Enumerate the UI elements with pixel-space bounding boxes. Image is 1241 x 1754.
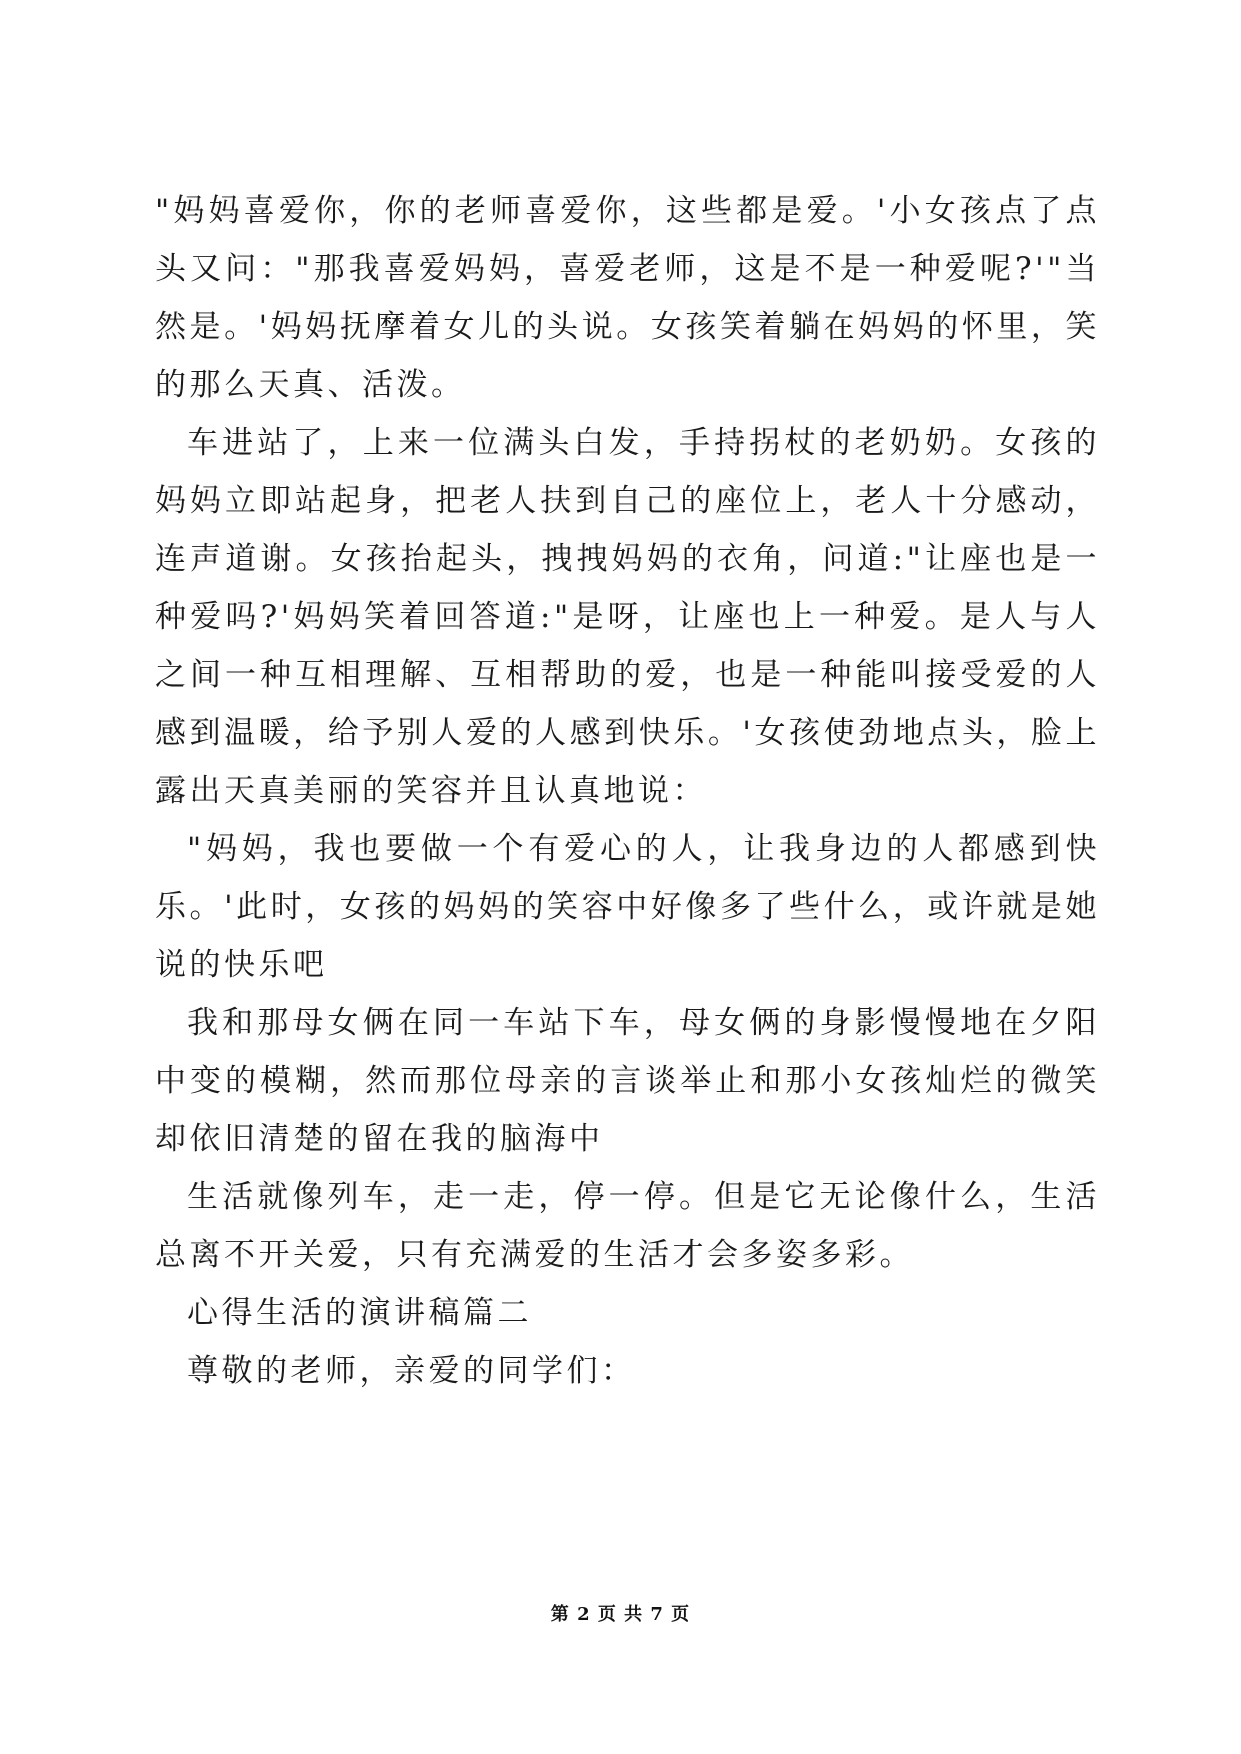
page-number-footer: 第 2 页 共 7 页 <box>550 1604 691 1625</box>
paragraph-bus-stop: 车进站了，上来一位满头白发，手持拐杖的老奶奶。女孩的妈妈立即站起身，把老人扶到自己的座位上，老人十分感动，连声道谢。女孩抬起头，拽拽妈妈的衣角，问道:"让座也是一种爱吗?'妈妈笑着回答道:"是呀，让座也上一种爱。是人与人之间一种互相理解、互相帮助的爱，也是一种能叫接受爱的人感到温暖，给予别人爱的人感到快乐。'女孩使劲地点头，脸上露出天真美丽的笑容并且认真地说： <box>155 425 1100 809</box>
paragraph-dialogue-love: "妈妈喜爱你，你的老师喜爱你，这些都是爱。'小女孩点了点头又问："那我喜爱妈妈，喜爱老师，这是不是一种爱呢?'"当然是。'妈妈抚摩着女儿的头说。女孩笑着躺在妈妈的怀里，笑的那么天真、活泼。 <box>155 193 1100 403</box>
section-heading: 心得生活的演讲稿篇二 <box>187 1295 532 1331</box>
paragraph-girl-promise: "妈妈，我也要做一个有爱心的人，让我身边的人都感到快乐。'此时，女孩的妈妈的笑容中好像多了些什么，或许就是她说的快乐吧 <box>155 831 1100 983</box>
paragraph-getting-off: 我和那母女俩在同一车站下车，母女俩的身影慢慢地在夕阳中变的模糊，然而那位母亲的言谈举止和那小女孩灿烂的微笑却依旧清楚的留在我的脑海中 <box>155 1005 1100 1157</box>
speech-greeting: 尊敬的老师，亲爱的同学们： <box>187 1353 636 1389</box>
document-body <box>155 182 1100 1400</box>
paragraph-life-train: 生活就像列车，走一走，停一停。但是它无论像什么，生活总离不开关爱，只有充满爱的生活才会多姿多彩。 <box>155 1179 1100 1273</box>
